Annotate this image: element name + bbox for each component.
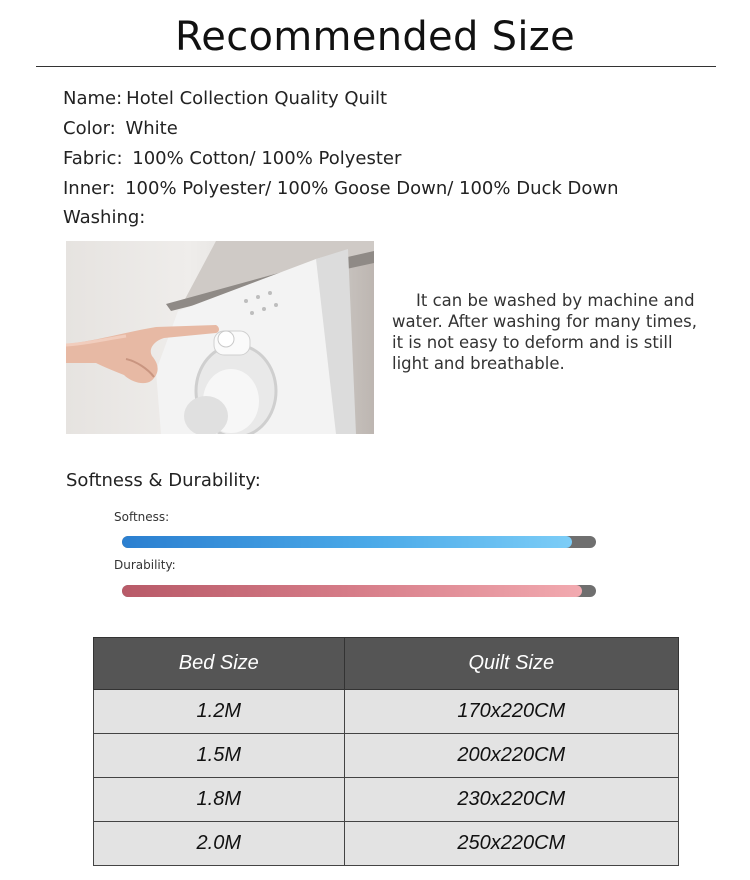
table-row	[94, 734, 679, 778]
washing-machine-photo	[66, 241, 374, 434]
softness-label: Softness:	[114, 510, 170, 524]
spec-value: White	[119, 118, 178, 139]
table-row	[94, 822, 679, 866]
spec-label: Washing:	[63, 207, 146, 228]
spec-label: Color:	[63, 118, 116, 139]
softness-durability-heading: Softness & Durability:	[66, 470, 261, 491]
durability-label: Durability:	[114, 558, 176, 572]
durability-bar	[122, 585, 596, 597]
washing-description: It can be washed by machine and water. After washing for many times, it is not easy to deform and is still light and breathable.	[392, 291, 697, 373]
quilt-size-cell: 170x220CM	[344, 690, 678, 734]
spec-value: 100% Cotton/ 100% Polyester	[126, 148, 402, 169]
quilt-size-cell: 230x220CM	[344, 778, 678, 822]
quilt-size-cell: 200x220CM	[344, 734, 678, 778]
size-table	[93, 637, 679, 866]
spec-label: Fabric:	[63, 148, 123, 169]
title-divider	[36, 66, 716, 67]
bed-size-cell: 2.0M	[94, 822, 345, 866]
spec-color	[63, 118, 178, 140]
spec-name	[63, 88, 387, 110]
table-row	[94, 690, 679, 734]
spec-value: Hotel Collection Quality Quilt	[126, 88, 388, 109]
bed-size-cell: 1.8M	[94, 778, 345, 822]
bed-size-cell: 1.5M	[94, 734, 345, 778]
quilt-size-cell: 250x220CM	[344, 822, 678, 866]
softness-bar	[122, 536, 596, 548]
spec-label: Inner:	[63, 178, 116, 199]
spec-fabric	[63, 148, 401, 170]
page-title: Recommended Size	[175, 14, 575, 60]
column-header: Quilt Size	[344, 638, 678, 690]
bed-size-cell: 1.2M	[94, 690, 345, 734]
table-row	[94, 778, 679, 822]
spec-value: 100% Polyester/ 100% Goose Down/ 100% Duck Down	[119, 178, 619, 199]
table-header-row	[94, 638, 679, 690]
spec-washing	[63, 207, 149, 229]
durability-bar-fill	[122, 585, 582, 597]
softness-bar-fill	[122, 536, 572, 548]
spec-label: Name:	[63, 88, 123, 109]
column-header: Bed Size	[94, 638, 345, 690]
spec-inner	[63, 178, 619, 200]
